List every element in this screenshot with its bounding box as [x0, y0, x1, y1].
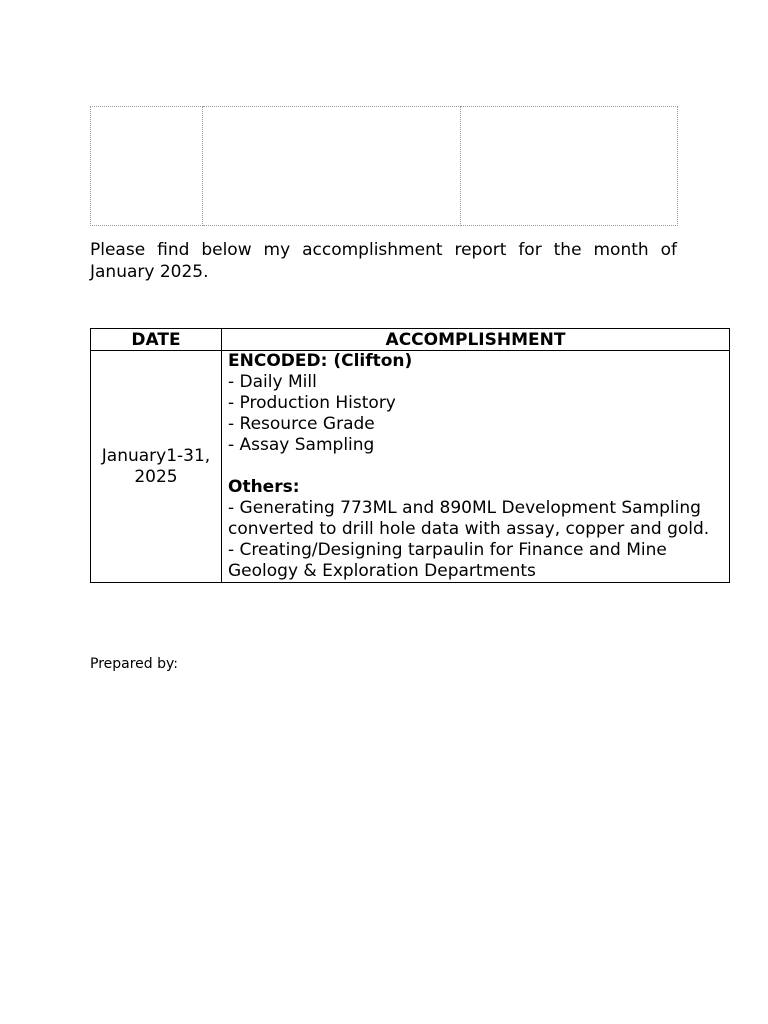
others-heading: Others: [228, 477, 300, 497]
encoded-item: - Production History [228, 393, 396, 413]
prepared-by-label: Prepared by: [90, 656, 178, 672]
encoded-item: - Assay Sampling [228, 435, 375, 455]
table-header-row [91, 329, 730, 351]
blank-line [228, 456, 723, 477]
intro-paragraph: Please find below my accomplishment report for the month of January 2025. [90, 240, 677, 282]
date-range-text: January1-31, [101, 445, 211, 466]
letterhead-cell-middle [203, 107, 461, 226]
table-row [91, 351, 730, 583]
date-column-header: DATE [91, 329, 222, 351]
letterhead-cell-right [461, 107, 678, 226]
encoded-heading: ENCODED: (Clifton) [228, 351, 413, 371]
letterhead-cell-left [91, 107, 203, 226]
others-item: - Generating 773ML and 890ML Development Sampling converted to drill hole data with assay, copper and gold. [228, 498, 710, 539]
date-cell [91, 351, 222, 583]
date-year-text: 2025 [134, 466, 178, 487]
accomplishment-table [90, 328, 730, 583]
accomplishment-cell [222, 351, 730, 583]
encoded-item: - Daily Mill [228, 372, 317, 392]
accomplishment-column-header: ACCOMPLISHMENT [222, 329, 730, 351]
others-item: - Creating/Designing tarpaulin for Finance and Mine Geology & Exploration Departments [228, 540, 667, 581]
letterhead-table [90, 106, 678, 226]
encoded-item: - Resource Grade [228, 414, 375, 434]
